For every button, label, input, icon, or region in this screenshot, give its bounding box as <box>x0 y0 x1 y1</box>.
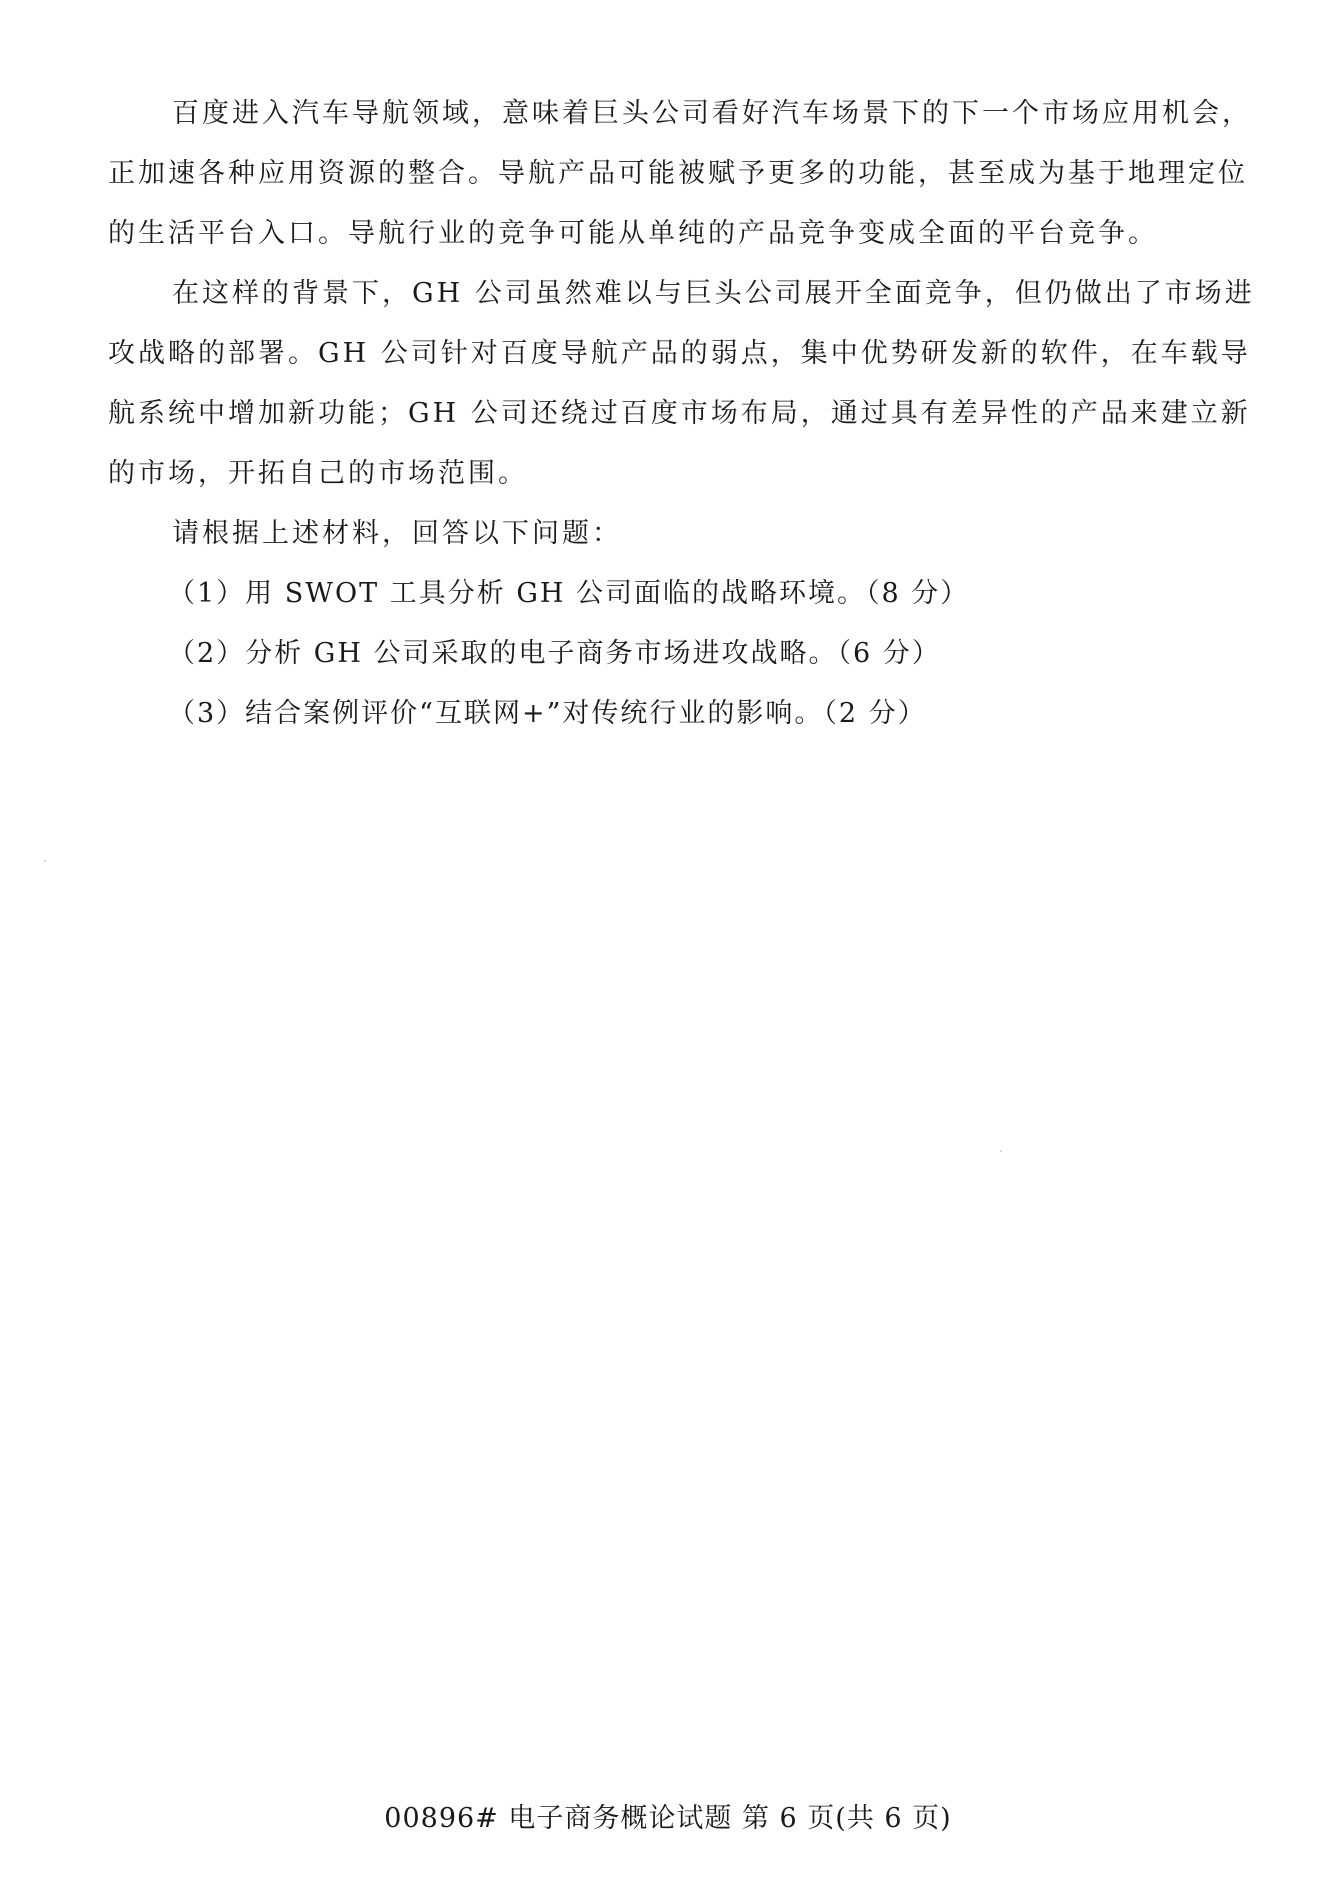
paragraph-line: 正加速各种应用资源的整合。导航产品可能被赋予更多的功能，甚至成为基于地理定位 <box>108 158 1248 189</box>
paragraph-line: 航系统中增加新功能；GH 公司还绕过百度市场布局，通过具有差异性的产品来建立新 <box>108 398 1251 429</box>
page-footer: 00896# 电子商务概论试题 第 6 页(共 6 页) <box>384 1803 952 1834</box>
paragraph-line: 的市场，开拓自己的市场范围。 <box>108 458 528 489</box>
scan-artifact <box>1000 1150 1002 1152</box>
question-item-2: （2）分析 GH 公司采取的电子商务市场进攻战略。（6 分） <box>168 638 941 669</box>
paragraph-line: 的生活平台入口。导航行业的竞争可能从单纯的产品竞争变成全面的平台竞争。 <box>108 218 1158 249</box>
paragraph-line: 在这样的背景下，GH 公司虽然难以与巨头公司展开全面竞争，但仍做出了市场进 <box>172 278 1255 309</box>
question-item-3: （3）结合案例评价“互联网+”对传统行业的影响。（2 分） <box>168 698 927 729</box>
question-instruction: 请根据上述材料，回答以下问题： <box>172 518 622 549</box>
case-paragraph-1 <box>108 84 1252 264</box>
scan-artifact <box>44 860 46 862</box>
question-item-1: （1）用 SWOT 工具分析 GH 公司面临的战略环境。（8 分） <box>168 578 970 609</box>
paragraph-line: 百度进入汽车导航领域，意味着巨头公司看好汽车场景下的下一个市场应用机会， <box>172 98 1252 129</box>
case-paragraph-2 <box>108 264 1255 504</box>
paragraph-line: 攻战略的部署。GH 公司针对百度导航产品的弱点，集中优势研发新的软件，在车载导 <box>108 338 1251 369</box>
